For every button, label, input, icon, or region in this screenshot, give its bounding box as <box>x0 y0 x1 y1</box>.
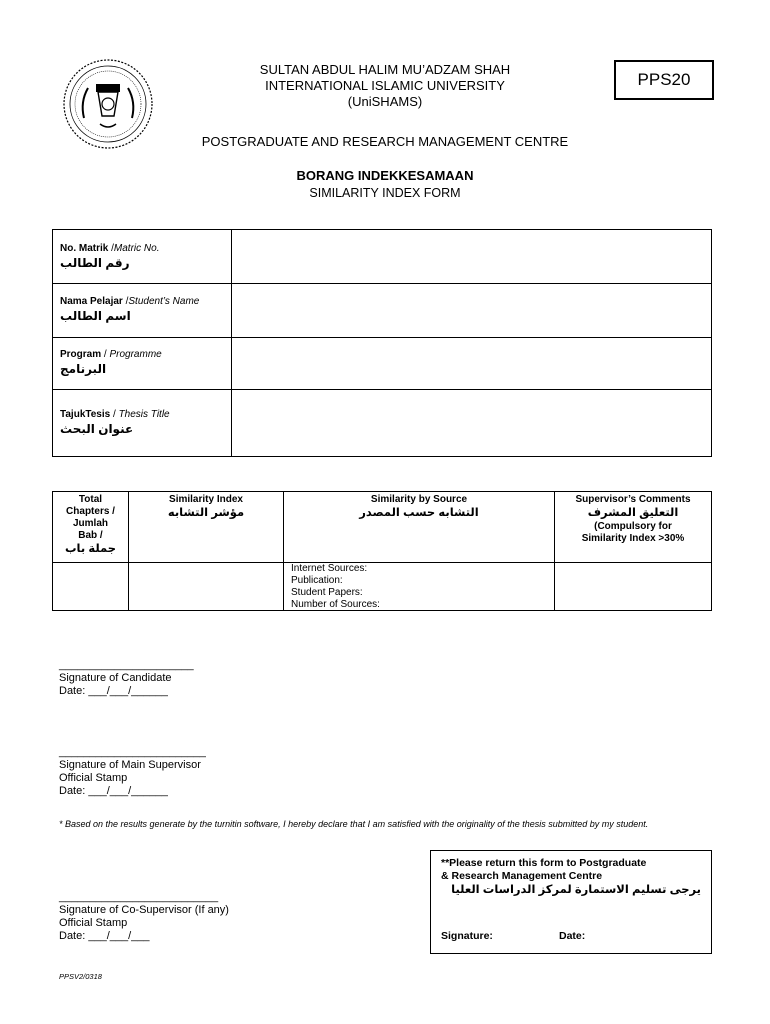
info-label-name: Nama Pelajar /Student’s Name اسم الطالب <box>53 284 232 337</box>
main-supervisor-signature-block <box>59 746 206 798</box>
info-row-name <box>53 284 711 338</box>
main-supervisor-date[interactable]: Date: ___/___/______ <box>59 785 168 797</box>
col-similarity-index <box>129 492 284 610</box>
return-box-footer <box>441 930 585 943</box>
form-title-malay: BORANG INDEKKESAMAAN <box>296 168 474 183</box>
source-publication: Publication: <box>291 575 343 586</box>
co-supervisor-signature-block <box>59 891 229 943</box>
form-title-english: SIMILARITY INDEX FORM <box>309 186 461 200</box>
col-supervisor-comments <box>555 492 711 610</box>
info-label-matric: No. Matrik /Matric No. رقم الطالب <box>53 230 232 283</box>
info-row-matric <box>53 230 711 284</box>
co-supervisor-signature-label: Signature of Co-Supervisor (If any) <box>59 904 229 916</box>
main-supervisor-signature-line[interactable]: ________________________ <box>59 746 206 758</box>
return-date-label[interactable]: Date: <box>559 930 586 942</box>
programme-field[interactable] <box>232 338 711 389</box>
info-label-thesis-arabic: عنوان البحث <box>60 422 134 436</box>
return-instruction-line1: **Please return this form to Postgraduate <box>441 857 647 869</box>
university-name <box>180 62 590 110</box>
source-count: Number of Sources: <box>291 599 380 610</box>
info-label-matric-arabic: رقم الطالب <box>60 256 130 270</box>
info-label-programme-arabic: البرنامج <box>60 362 107 376</box>
form-code-box: PPS20 <box>614 60 714 100</box>
source-list <box>291 563 380 611</box>
return-signature-label[interactable]: Signature: <box>441 930 493 942</box>
candidate-date[interactable]: Date: ___/___/______ <box>59 685 168 697</box>
centre-name: POSTGRADUATE AND RESEARCH MANAGEMENT CENTRE <box>201 134 569 149</box>
university-name-line1: SULTAN ABDUL HALIM MU’ADZAM SHAH <box>259 62 511 77</box>
declaration-note: * Based on the results generate by the turnitin software, I hereby declare that I am satisfied with the originality of the thesis submitted by my student. <box>59 819 649 829</box>
col-similarity-by-source-header: Similarity by Source التشابه حسب المصدر <box>359 494 479 519</box>
source-student-papers: Student Papers: <box>291 587 363 598</box>
candidate-signature-label: Signature of Candidate <box>59 672 172 684</box>
col-total-chapters-header: Total Chapters / Jumlah Bab / جملة باب <box>64 494 117 555</box>
co-supervisor-date[interactable]: Date: ___/___/___ <box>59 930 150 942</box>
return-instruction-line2: & Research Management Centre <box>441 870 603 882</box>
info-label-name-arabic: اسم الطالب <box>60 309 131 323</box>
return-instruction-arabic: يرجى تسليم الاستمارة لمركز الدراسات العليا <box>451 884 701 896</box>
university-name-line3: (UniSHAMS) <box>347 94 423 109</box>
col-supervisor-comments-header: Supervisor’s Comments التعليق المشرف (Compulsory for Similarity Index >30% <box>575 494 691 544</box>
student-info-table <box>52 229 712 457</box>
main-supervisor-signature-label: Signature of Main Supervisor <box>59 759 201 771</box>
return-instructions-box <box>430 850 712 954</box>
student-name-field[interactable] <box>232 284 711 337</box>
candidate-signature-block <box>59 659 194 698</box>
university-logo <box>62 58 154 150</box>
matric-no-field[interactable] <box>232 230 711 283</box>
co-supervisor-signature-line[interactable]: __________________________ <box>59 891 219 903</box>
col-similarity-by-source <box>284 492 555 610</box>
info-row-thesis <box>53 390 711 456</box>
university-name-line2: INTERNATIONAL ISLAMIC UNIVERSITY <box>265 78 505 93</box>
info-label-programme: Program / Programme البرنامج <box>53 338 232 389</box>
main-supervisor-stamp-label: Official Stamp <box>59 772 128 784</box>
candidate-signature-line[interactable]: ______________________ <box>59 659 194 671</box>
info-label-thesis: TajukTesis / Thesis Title عنوان البحث <box>53 390 232 456</box>
source-internet: Internet Sources: <box>291 563 368 574</box>
col-similarity-index-header: Similarity Index مؤشر التشابه <box>167 494 245 519</box>
co-supervisor-stamp-label: Official Stamp <box>59 917 128 929</box>
col-total-chapters <box>53 492 129 610</box>
info-row-programme <box>53 338 711 390</box>
thesis-title-field[interactable] <box>232 390 711 456</box>
similarity-table <box>52 491 712 611</box>
form-reference-code: PPSV2/0318 <box>59 972 102 981</box>
